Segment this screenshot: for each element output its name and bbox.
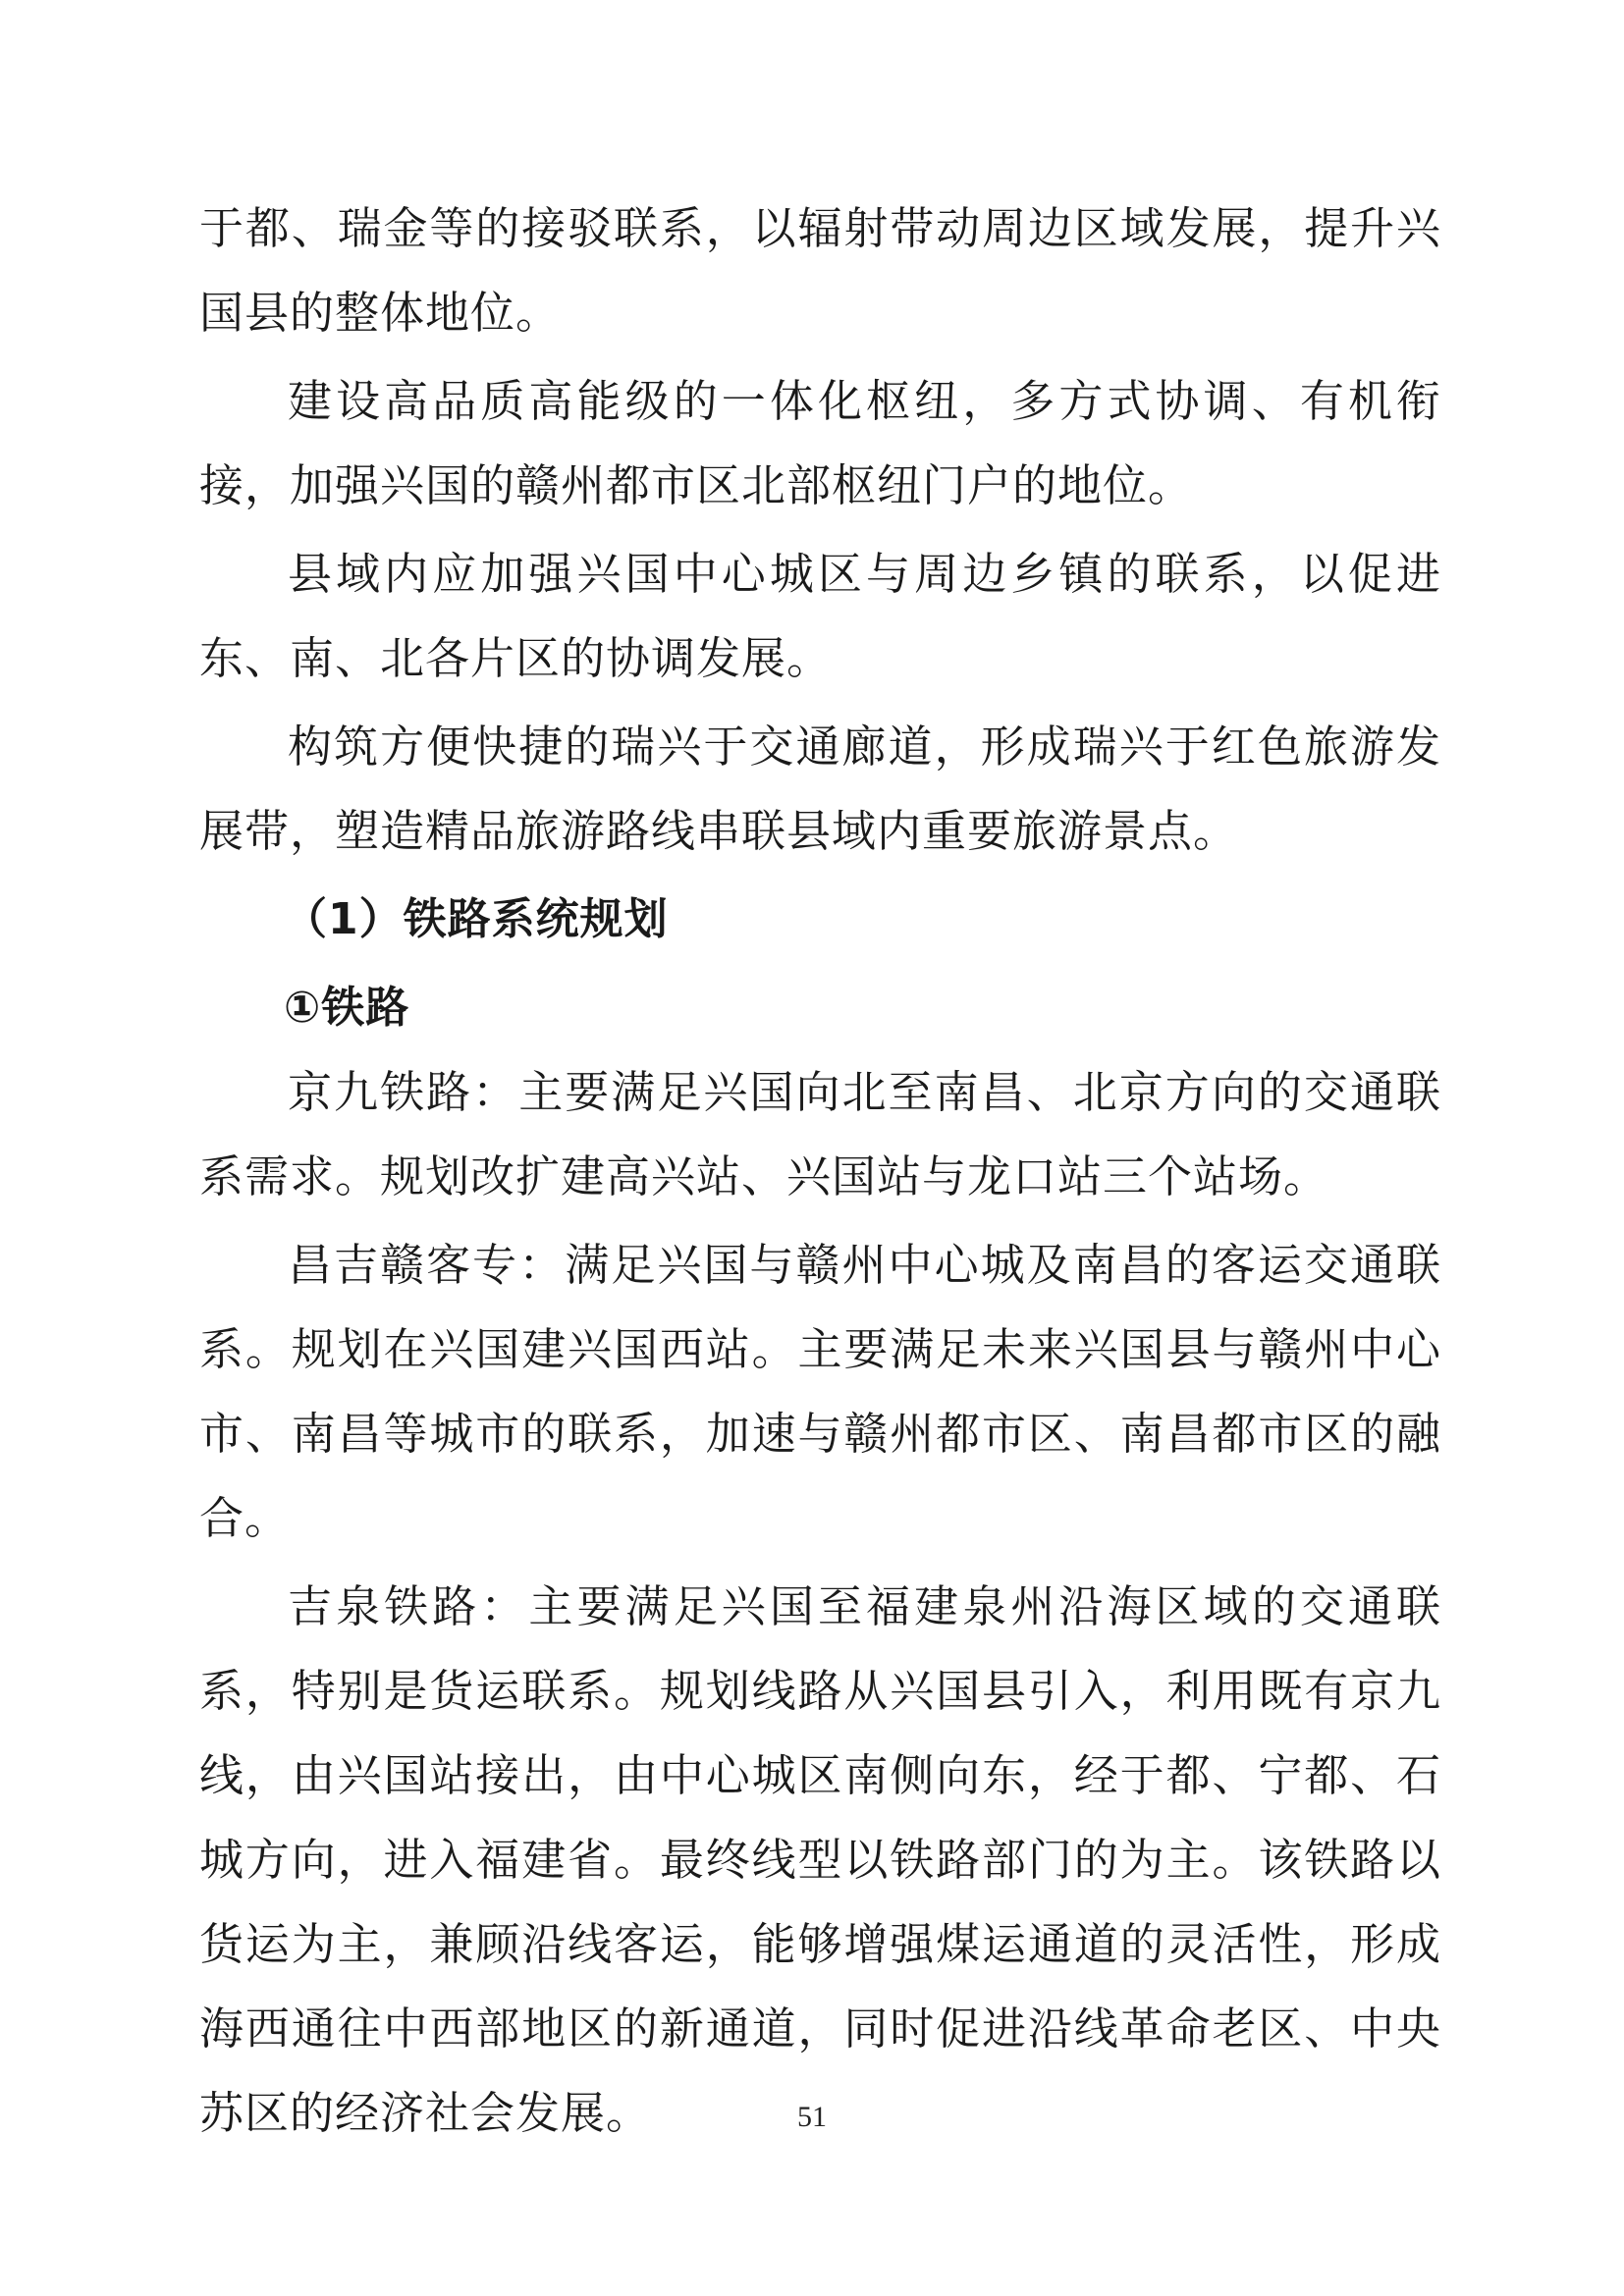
paragraph-jingjiu-railway: 京九铁路：主要满足兴国向北至南昌、北京方向的交通联系需求。规划改扩建高兴站、兴国站与龙口站三个站场。 xyxy=(199,1066,1441,1202)
paragraph-corridor: 构筑方便快捷的瑞兴于交通廊道，形成瑞兴于红色旅游发展带，塑造精品旅游路线串联县域内重要旅游景点。 xyxy=(199,721,1441,857)
paragraph-hub: 建设高品质高能级的一体化枢纽，多方式协调、有机衔接，加强兴国的赣州都市区北部枢纽门户的地位。 xyxy=(199,375,1441,511)
document-page xyxy=(199,187,1441,2156)
paragraph-county-links: 县域内应加强兴国中心城区与周边乡镇的联系，以促进东、南、北各片区的协调发展。 xyxy=(199,548,1441,684)
page-number: 51 xyxy=(797,2101,827,2133)
paragraph-continuation: 于都、瑞金等的接驳联系，以辐射带动周边区域发展，提升兴国县的整体地位。 xyxy=(199,202,1441,339)
paragraph-jiquan-railway: 吉泉铁路：主要满足兴国至福建泉州沿海区域的交通联系，特别是货运联系。规划线路从兴国县引入，利用既有京九线，由兴国站接出，由中心城区南侧向东，经于都、宁都、石城方向，进入福建省。最终线型以铁路部门的为主。该铁路以货运为主，兼顾沿线客运，能够增强煤运通道的灵活性，形成海西通往中西部地区的新通道，同时促进沿线革命老区、中央苏区的经济社会发展。 xyxy=(199,1580,1441,2139)
subsection-heading-railway: ①铁路 xyxy=(284,983,410,1033)
section-heading-railway-system: （1）铁路系统规划 xyxy=(284,894,669,944)
paragraph-changjigan-express: 昌吉赣客专：满足兴国与赣州中心城及南昌的客运交通联系。规划在兴国建兴国西站。主要满足未来兴国县与赣州中心市、南昌等城市的联系，加速与赣州都市区、南昌都市区的融合。 xyxy=(199,1239,1441,1544)
